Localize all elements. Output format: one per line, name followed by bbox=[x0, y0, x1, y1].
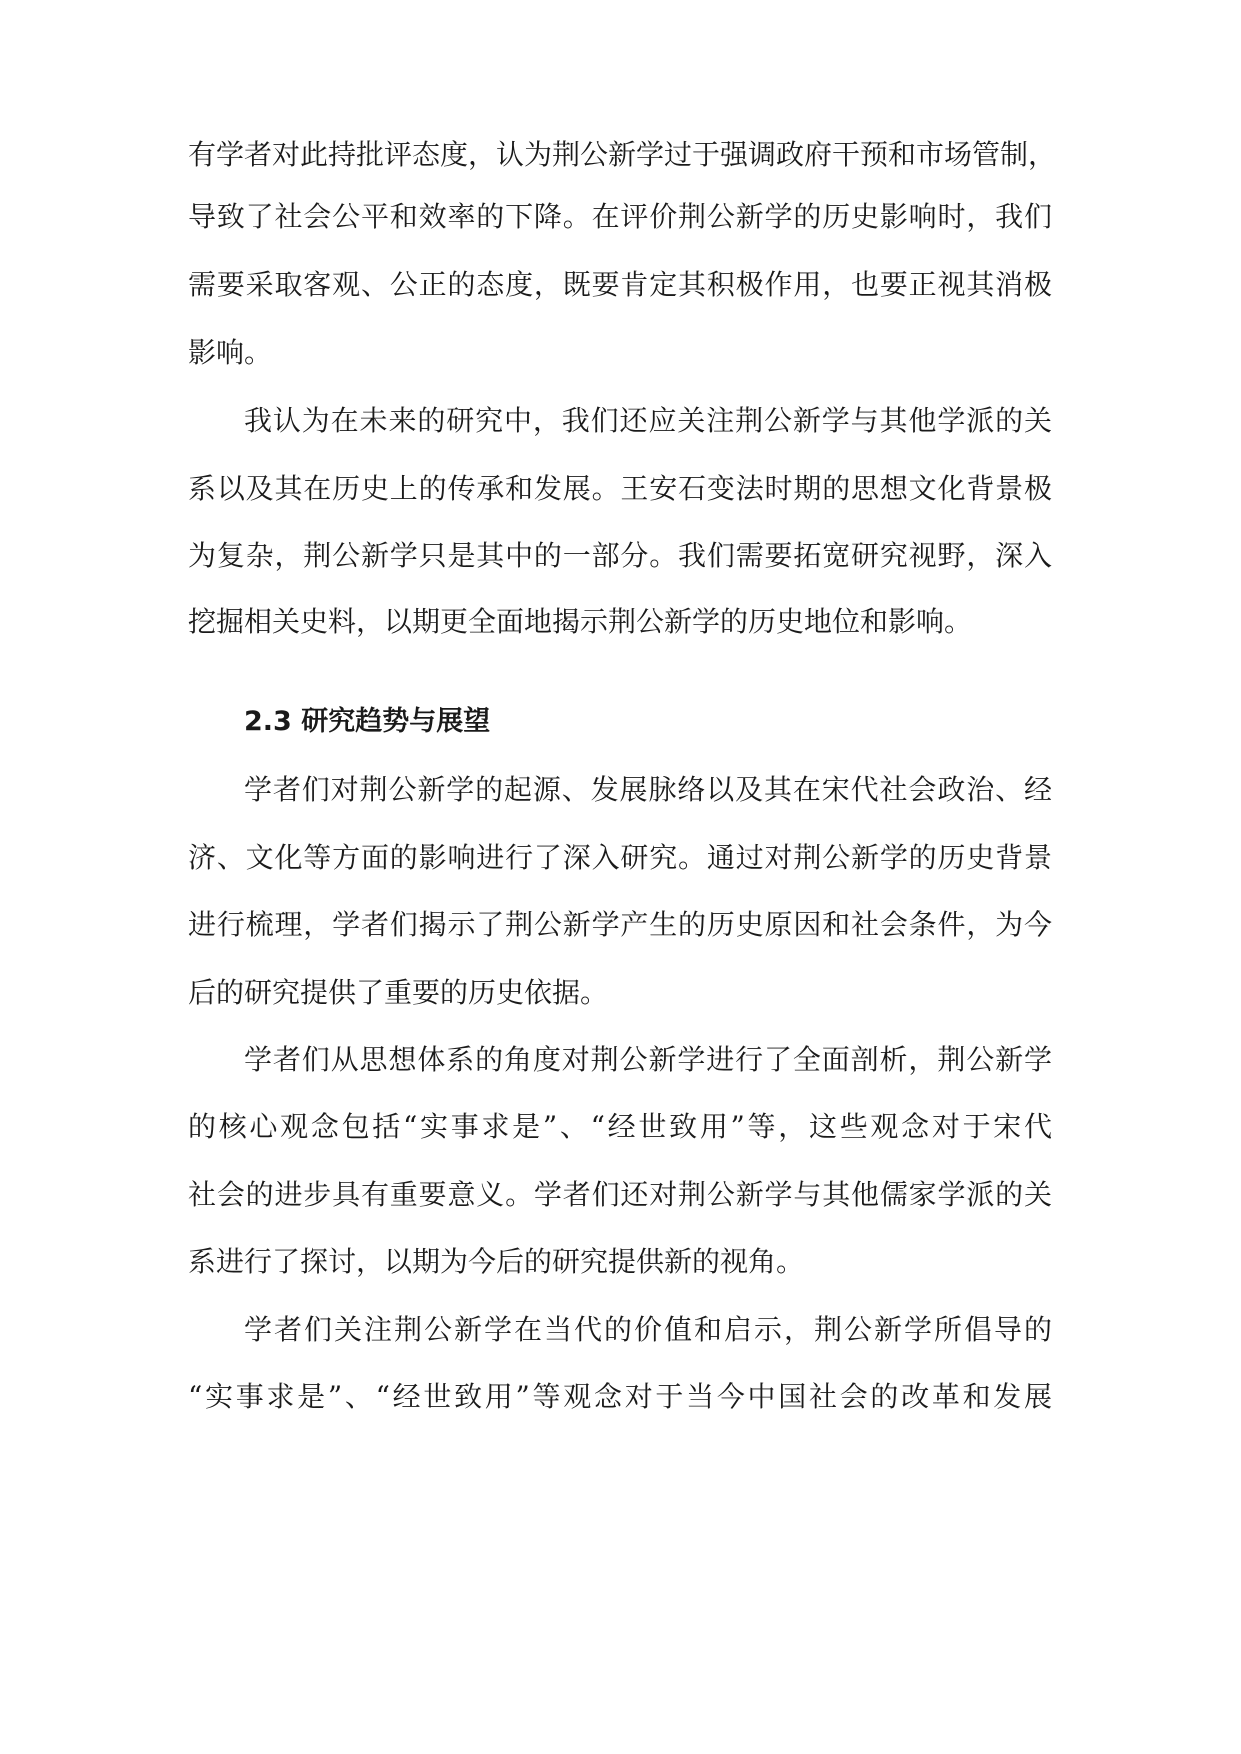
text-line: 导致了社会公平和效率的下降。在评价荆公新学的历史影响时，我们 bbox=[188, 200, 1052, 233]
text-line: 学者们关注荆公新学在当代的价值和启示，荆公新学所倡导的 bbox=[244, 1313, 1052, 1346]
text-line: 影响。 bbox=[188, 336, 273, 369]
text-line: 学者们对荆公新学的起源、发展脉络以及其在宋代社会政治、经 bbox=[244, 773, 1052, 806]
text-line: 进行梳理，学者们揭示了荆公新学产生的历史原因和社会条件，为今 bbox=[188, 908, 1052, 941]
text-line: 需要采取客观、公正的态度，既要肯定其积极作用，也要正视其消极 bbox=[188, 268, 1052, 301]
section-heading: 2.3 研究趋势与展望 bbox=[244, 706, 491, 737]
text-line: “实事求是”、“经世致用”等观念对于当今中国社会的改革和发展 bbox=[188, 1380, 1052, 1413]
text-line: 挖掘相关史料，以期更全面地揭示荆公新学的历史地位和影响。 bbox=[188, 605, 973, 638]
text-line: 后的研究提供了重要的历史依据。 bbox=[188, 976, 609, 1009]
text-line: 的核心观念包括“实事求是”、“经世致用”等，这些观念对于宋代 bbox=[188, 1110, 1052, 1143]
text-line: 社会的进步具有重要意义。学者们还对荆公新学与其他儒家学派的关 bbox=[188, 1178, 1052, 1211]
text-line: 为复杂，荆公新学只是其中的一部分。我们需要拓宽研究视野，深入 bbox=[188, 539, 1052, 572]
text-line: 学者们从思想体系的角度对荆公新学进行了全面剖析，荆公新学 bbox=[244, 1043, 1052, 1076]
text-line: 我认为在未来的研究中，我们还应关注荆公新学与其他学派的关 bbox=[244, 404, 1052, 437]
text-line: 有学者对此持批评态度，认为荆公新学过于强调政府干预和市场管制， bbox=[188, 138, 1057, 171]
text-line: 济、文化等方面的影响进行了深入研究。通过对荆公新学的历史背景 bbox=[188, 841, 1052, 874]
text-line: 系进行了探讨，以期为今后的研究提供新的视角。 bbox=[188, 1245, 805, 1278]
text-line: 系以及其在历史上的传承和发展。王安石变法时期的思想文化背景极 bbox=[188, 472, 1052, 505]
